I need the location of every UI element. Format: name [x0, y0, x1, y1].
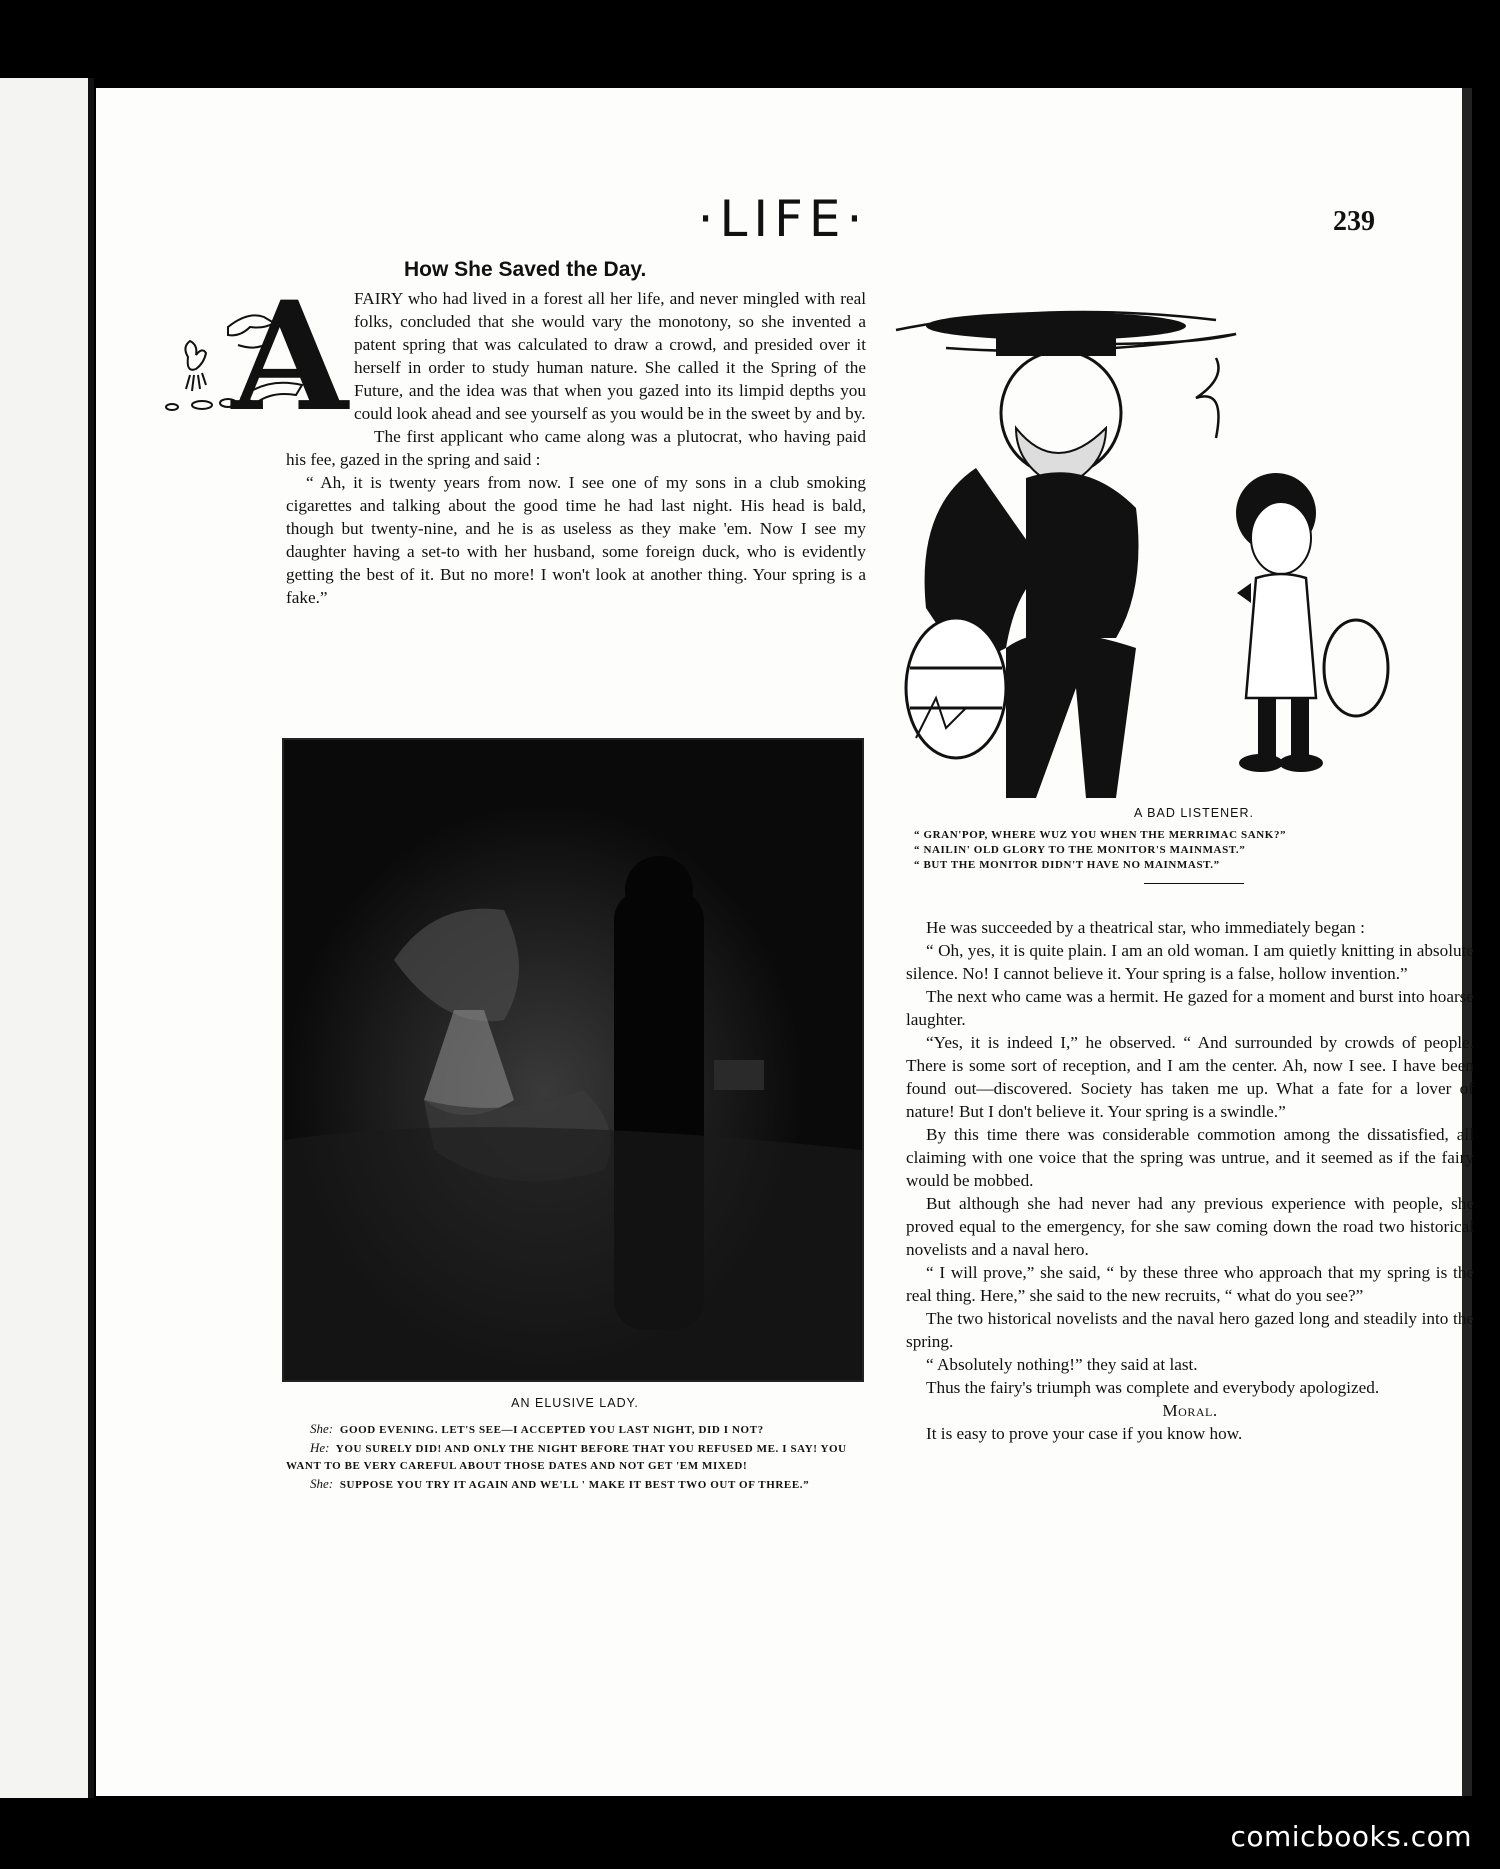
article-title: How She Saved the Day.	[404, 258, 647, 281]
caption-line: “ BUT THE MONITOR DIDN'T HAVE NO MAINMAST.”	[914, 859, 1220, 871]
dialogue-line	[286, 1439, 864, 1475]
right-column	[906, 916, 1474, 1445]
watermark: comicbooks.com	[1230, 1820, 1472, 1853]
page-number: 239	[1333, 206, 1375, 237]
adjacent-page-edge	[0, 78, 90, 1798]
caption-title: A BAD LISTENER.	[1134, 806, 1254, 820]
elusive-lady-illustration	[282, 738, 864, 1382]
sailor-and-boy-icon	[886, 268, 1476, 798]
paragraph: The first applicant who came along was a plutocrat, who having paid his fee, gazed in the spring and said :	[286, 427, 866, 469]
bad-listener-caption	[914, 806, 1474, 884]
paragraph: “Yes, it is indeed I,” he observed. “ And surrounded by crowds of people. There is some sort of reception, and I am the center. Ah, now I see. I have been found out—discovered. Society has taken me up. What a fate for a lover of nature! But I don't believe it. Your spring is a swindle.”	[906, 1033, 1474, 1121]
dialogue-line	[286, 1420, 864, 1439]
paragraph: He was succeeded by a theatrical star, who immediately began :	[926, 918, 1365, 937]
dropcap-ornament	[158, 269, 348, 445]
paragraph: “ Ah, it is twenty years from now. I see one of my sons in a club smoking cigarettes and talking about the good time he had last night. His head is bald, though but twenty-nine, and he is as useless as they make 'em. Now I see my daughter having a set-to with her husband, some foreign duck, who is evidently getting the best of it. But no more! I won't look at another thing. Your spring is a fake.”	[286, 473, 866, 607]
paragraph: The two historical novelists and the naval hero gazed long and steadily into the spring.	[906, 1309, 1474, 1351]
dialogue-text: SUPPOSE YOU TRY IT AGAIN AND WE'LL ' MAKE IT BEST TWO OUT OF THREE.”	[339, 1479, 810, 1491]
speaker: She:	[310, 1421, 334, 1436]
paragraph: “ Oh, yes, it is quite plain. I am an old woman. I am quietly knitting in absolute silence. No! I cannot believe it. Your spring is a false, hollow invention.”	[906, 941, 1474, 983]
paragraph: FAIRY who had lived in a forest all her life, and never mingled with real folks, concluded that she would vary the monotony, so she invented a patent spring that was calculated to draw a crowd, and presided over it herself in order to study human nature. She called it the Spring of the Future, and the idea was that when you gazed into its limpid depths you could look ahead and see yourself as you would be in the sweet by and by.	[354, 289, 866, 423]
masthead: ·LIFE·	[697, 190, 869, 248]
dropcap-letter: A	[231, 269, 348, 445]
paragraph: But although she had never had any previous experience with people, she proved equal to the emergency, for she saw coming down the road two historical novelists and a naval hero.	[906, 1194, 1474, 1259]
caption-title: AN ELUSIVE LADY.	[511, 1396, 639, 1410]
dark-scene-icon	[284, 740, 862, 1380]
elusive-lady-caption	[286, 1396, 864, 1494]
paragraph: The next who came was a hermit. He gazed for a moment and burst into hoarse laughter.	[906, 987, 1474, 1029]
moral-text: It is easy to prove your case if you know how.	[926, 1424, 1243, 1443]
dialogue-text: YOU SURELY DID! AND ONLY THE NIGHT BEFORE THAT YOU REFUSED ME. I SAY! YOU WANT TO BE VERY CAREFUL ABOUT THOSE DATES AND NOT GET 'EM MIXED!	[286, 1443, 847, 1472]
divider	[1144, 883, 1244, 884]
caption-line: “ NAILIN' OLD GLORY TO THE MONITOR'S MAINMAST.”	[914, 844, 1246, 856]
bad-listener-cartoon	[886, 268, 1486, 878]
speaker: She:	[310, 1476, 334, 1491]
dialogue-text: GOOD EVENING. LET'S SEE—I ACCEPTED YOU LAST NIGHT, DID I NOT?	[339, 1424, 764, 1436]
moral-heading: Moral.	[1162, 1401, 1218, 1420]
paragraph: “ I will prove,” she said, “ by these three who approach that my spring is the real thing. Here,” she said to the new recruits, “ what do you see?”	[906, 1263, 1474, 1305]
paragraph: “ Absolutely nothing!” they said at last.	[926, 1355, 1198, 1374]
page-gutter	[88, 78, 94, 1798]
left-column	[231, 258, 866, 609]
paragraph: Thus the fairy's triumph was complete and everybody apologized.	[926, 1378, 1380, 1397]
speaker: He:	[310, 1440, 330, 1455]
dialogue-line	[286, 1475, 864, 1494]
paragraph: By this time there was considerable commotion among the dissatisfied, all claiming with one voice that the spring was untrue, and it seemed as if the fairy would be mobbed.	[906, 1125, 1474, 1190]
caption-line: “ GRAN'POP, WHERE WUZ YOU WHEN THE MERRIMAC SANK?”	[914, 829, 1287, 841]
magazine-page	[96, 88, 1474, 1796]
